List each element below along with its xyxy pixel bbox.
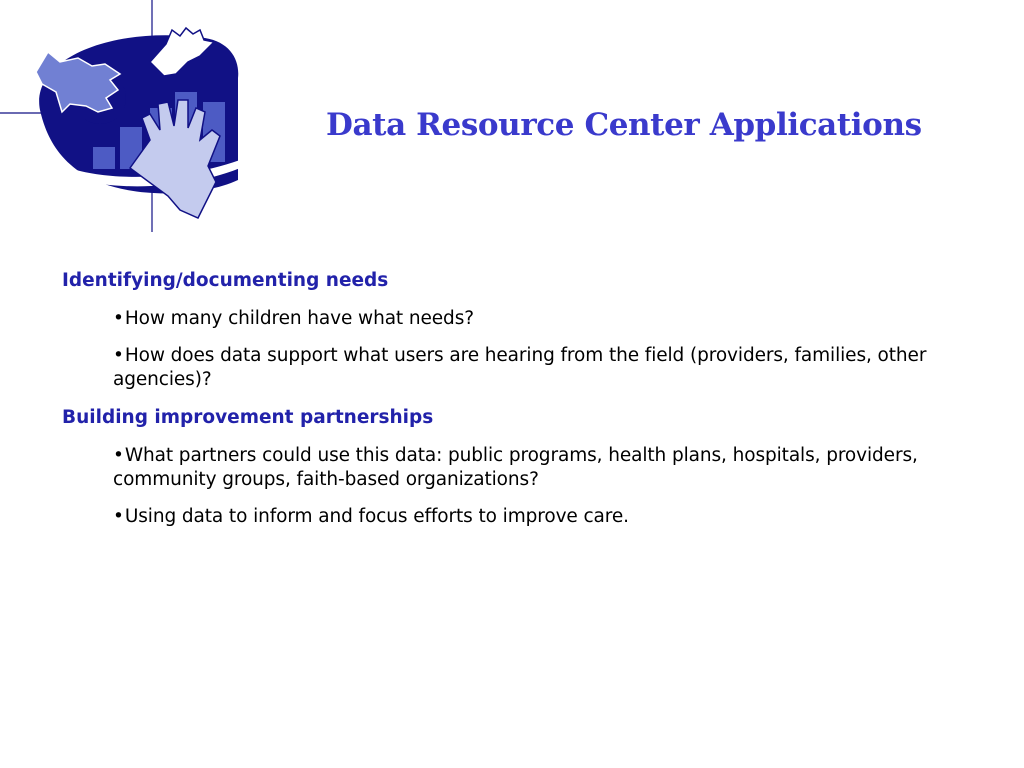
bullet-glyph: • xyxy=(113,308,124,329)
slide-body xyxy=(62,268,1012,542)
section-heading-needs: Identifying/documenting needs xyxy=(62,270,389,291)
bullet-list-partnerships xyxy=(62,444,1012,529)
list-item xyxy=(113,307,1012,331)
bullet-list-needs xyxy=(62,307,1012,392)
hands-and-bar-chart-logo xyxy=(0,0,260,235)
bullet-glyph: • xyxy=(113,506,124,527)
slide-title: Data Resource Center Applications xyxy=(326,107,922,143)
list-item xyxy=(113,344,1012,392)
bullet-glyph: • xyxy=(113,345,124,366)
list-item xyxy=(113,444,1012,492)
bullet-text: Using data to inform and focus efforts to improve care. xyxy=(124,506,629,527)
bullet-text: What partners could use this data: public programs, health plans, hospitals, providers, community groups, faith-based organizations? xyxy=(113,445,918,490)
section-heading-partnerships: Building improvement partnerships xyxy=(62,407,434,428)
bullet-text: How many children have what needs? xyxy=(124,308,474,329)
bullet-glyph: • xyxy=(113,445,124,466)
bullet-text: How does data support what users are hearing from the field (providers, families, other agencies)? xyxy=(113,345,927,390)
list-item xyxy=(113,505,1012,529)
